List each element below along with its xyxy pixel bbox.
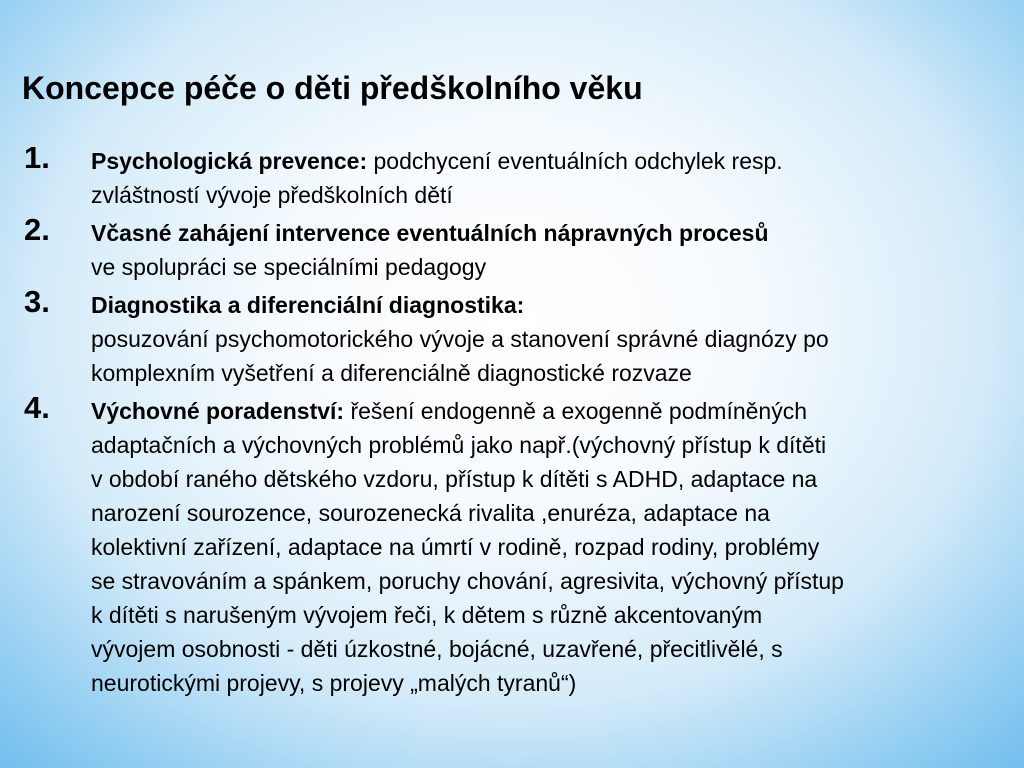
item-line: vývojem osobnosti - děti úzkostné, bojácné, uzavřené, přecitlivělé, s	[91, 636, 783, 662]
item-line: kolektivní zařízení, adaptace na úmrtí v rodině, rozpad rodiny, problémy	[91, 534, 820, 560]
item-line-text: řešení endogenně a exogenně podmíněných	[344, 398, 807, 424]
item-line: v období raného dětského vzdoru, přístup k dítěti s ADHD, adaptace na	[91, 466, 818, 492]
item-line	[91, 394, 1024, 428]
item-line: adaptačních a výchovných problémů jako např.(výchovný přístup k dítěti	[91, 432, 827, 458]
numbered-list	[0, 140, 1024, 704]
item-line	[91, 288, 1024, 322]
item-line: neurotickými projevy, s projevy „malých tyranů“)	[91, 670, 577, 696]
item-line: posuzování psychomotorického vývoje a stanovení správné diagnózy po	[91, 326, 829, 352]
item-line	[91, 216, 1024, 250]
item-line: k dítěti s narušeným vývojem řeči, k dětem s různě akcentovaným	[91, 602, 763, 628]
list-item-4	[0, 390, 1024, 700]
item-lead: Diagnostika a diferenciální diagnostika:	[91, 292, 525, 318]
item-line: ve spolupráci se speciálními pedagogy	[91, 254, 487, 280]
item-line: zvláštností vývoje předškolních dětí	[91, 182, 453, 208]
item-number: 1.	[24, 140, 50, 175]
item-lead: Včasné zahájení intervence eventuálních nápravných procesů	[91, 220, 769, 246]
item-lead: Výchovné poradenství:	[91, 398, 345, 424]
item-text	[91, 288, 1024, 390]
list-item-1	[0, 140, 1024, 212]
item-line: se stravováním a spánkem, poruchy chování, agresivita, výchovný přístup	[91, 568, 844, 594]
item-lead: Psychologická prevence:	[91, 148, 368, 174]
list-item-3	[0, 284, 1024, 390]
list-item-2	[0, 212, 1024, 284]
item-number: 3.	[24, 284, 50, 319]
item-line: narození sourozence, sourozenecká rivalita ,enuréza, adaptace na	[91, 500, 770, 526]
item-text	[91, 144, 1024, 212]
item-text	[91, 216, 1024, 284]
item-line	[91, 144, 1024, 178]
item-line: komplexním vyšetření a diferenciálně diagnostické rozvaze	[91, 360, 692, 386]
slide-title: Koncepce péče o děti předškolního věku	[22, 70, 643, 106]
item-line-text: podchycení eventuálních odchylek resp.	[367, 148, 783, 174]
item-number: 4.	[24, 390, 50, 425]
item-text	[91, 394, 1024, 700]
item-number: 2.	[24, 212, 50, 247]
